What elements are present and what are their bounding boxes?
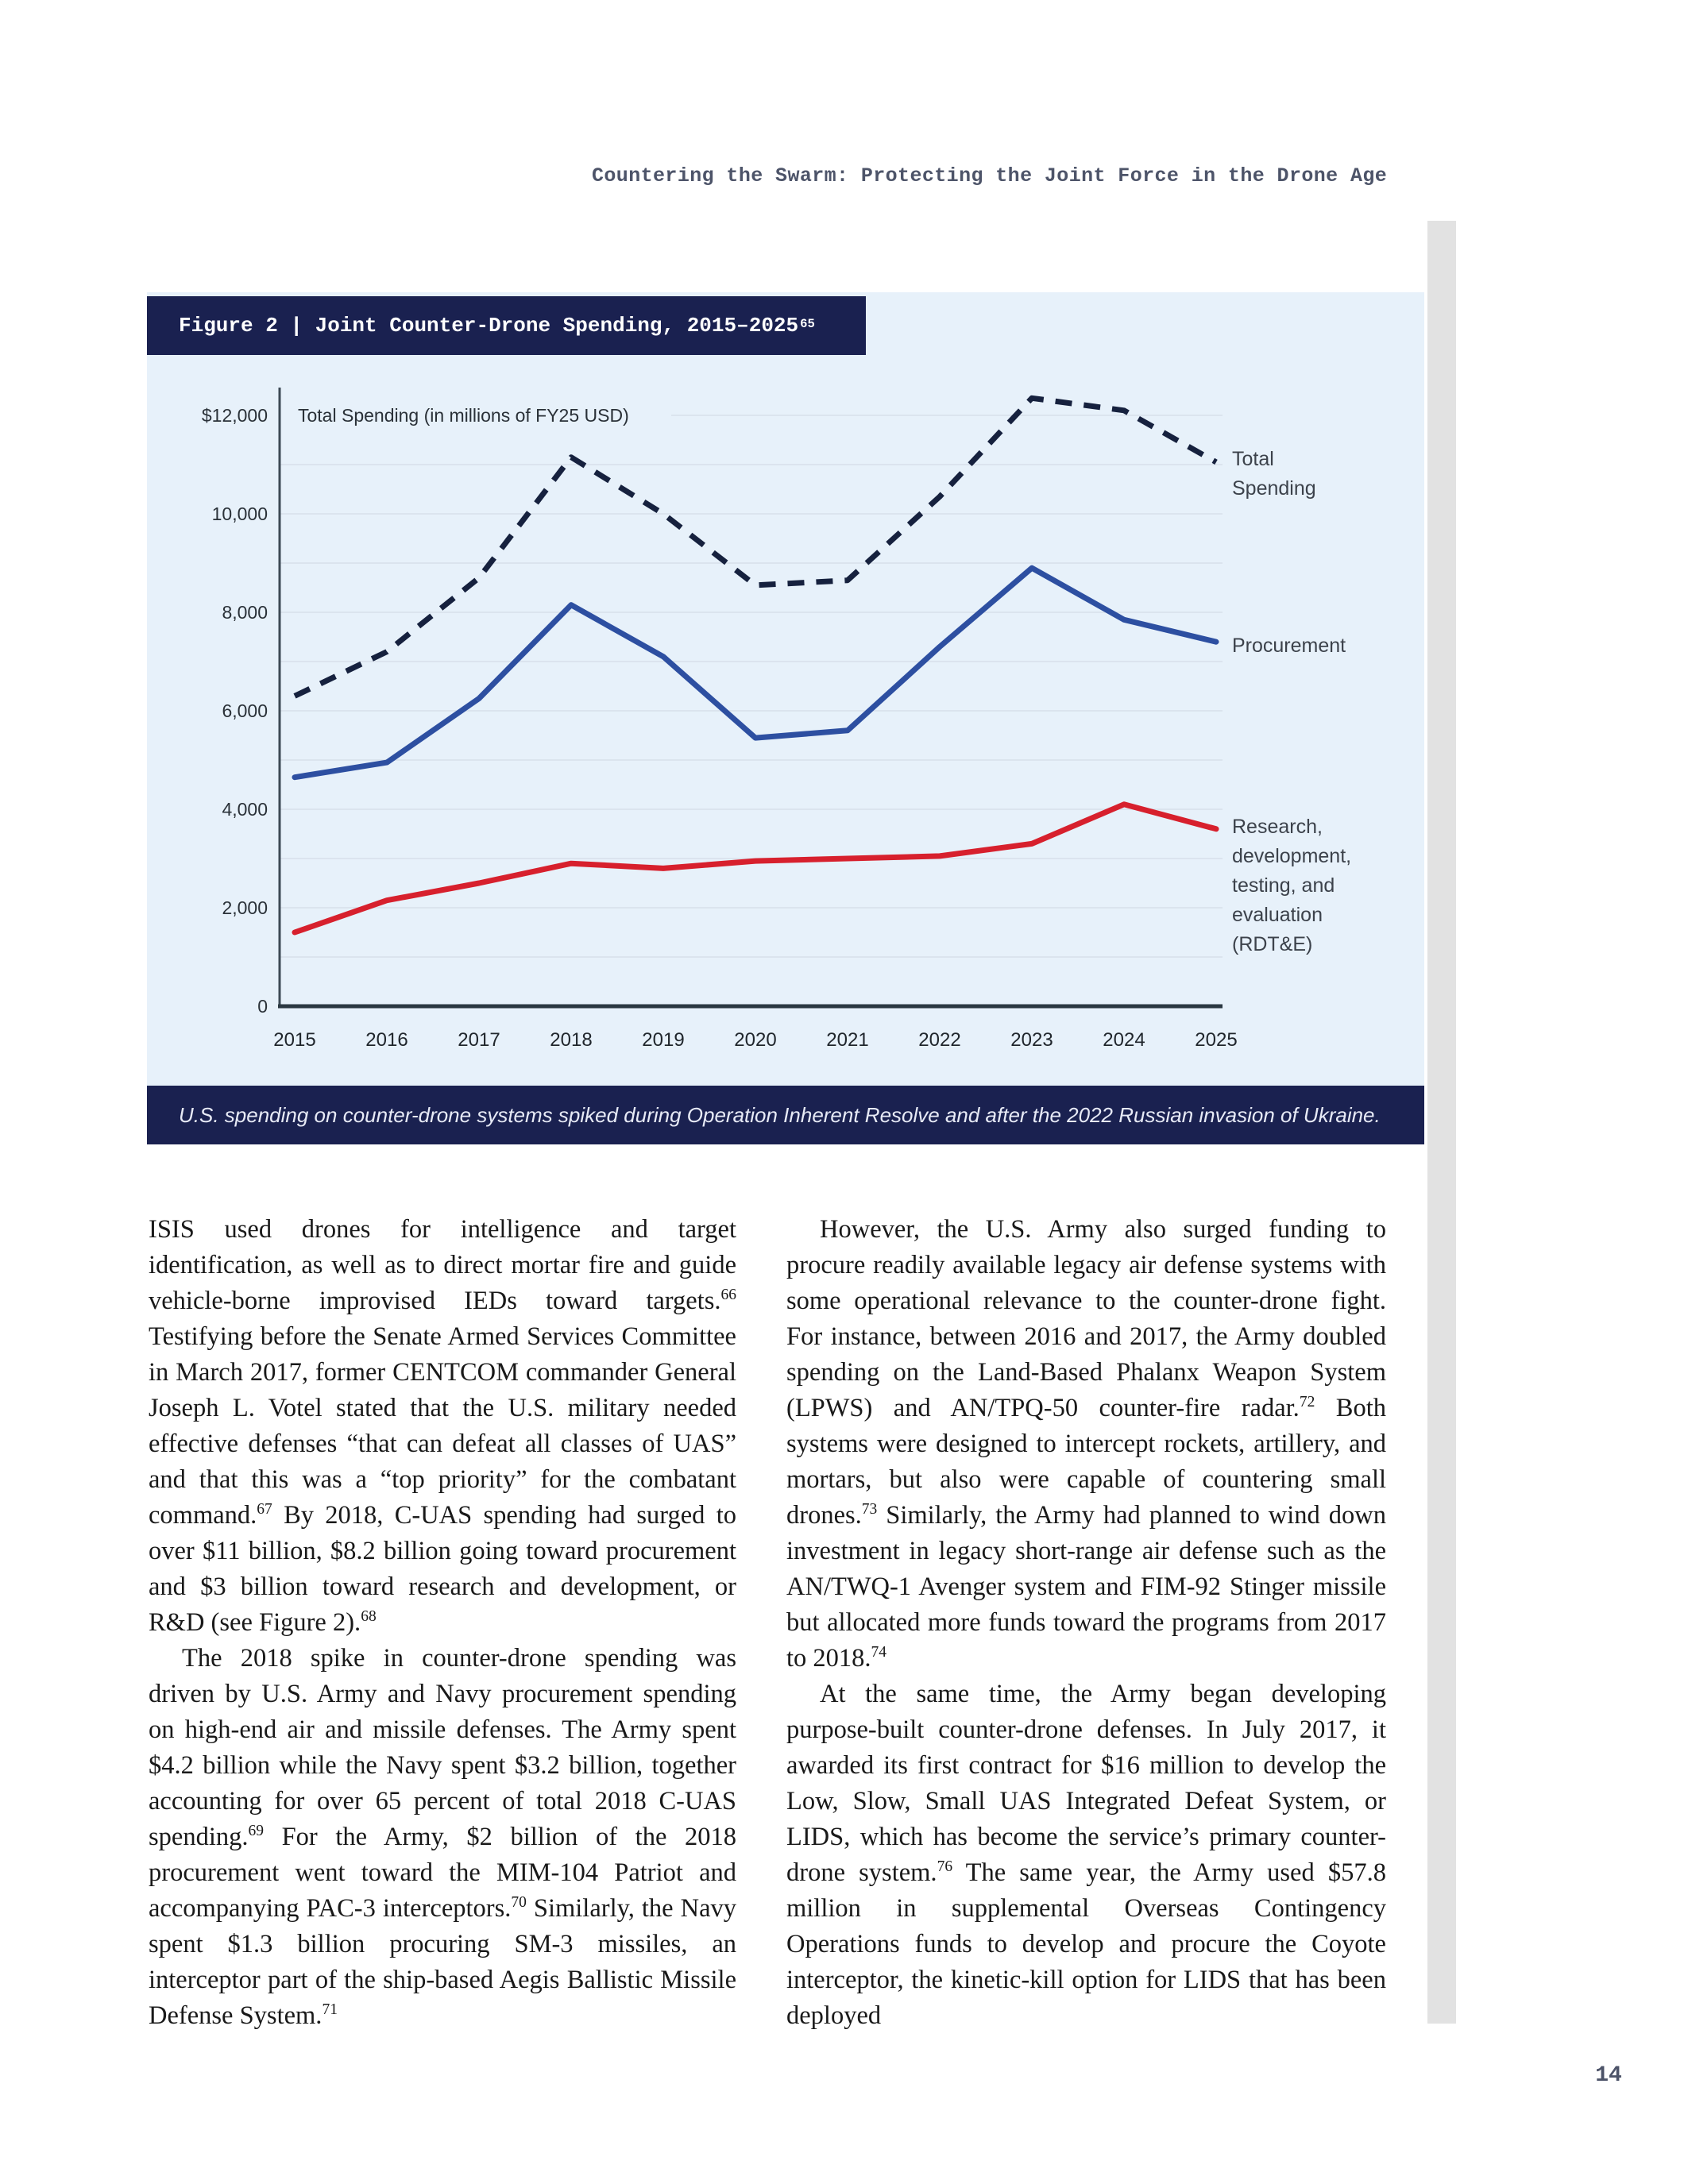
y-axis-tick-label: 2,000: [222, 897, 268, 918]
x-axis-tick-label: 2016: [365, 1029, 408, 1051]
legend-label: Spending: [1232, 477, 1316, 500]
x-axis-tick-label: 2020: [734, 1029, 777, 1051]
body-paragraph: At the same time, the Army began developing purpose-built counter-drone defenses. In July 2017, it awarded its first contract for $16 million to develop the Low, Slow, Small UAS Integrated Defeat System, or LIDS, which has become the service’s primary counter-drone system.$^{76}$ The same year, the Army used $57.8 million in supplemental Overseas Contingency Operations funds to develop and procure the Coyote interceptor, the kinetic-kill option for LIDS that has been deployed: [786, 1680, 1386, 2030]
y-axis-tick-label: $12,000: [201, 405, 268, 426]
legend-label: Research,: [1232, 816, 1323, 838]
y-axis-tick-label: 0: [257, 996, 268, 1017]
joint-counter-drone-spending-chart: [147, 292, 1424, 1144]
x-axis-tick-label: 2019: [642, 1029, 685, 1051]
figure-2-chart-panel: [147, 292, 1424, 1144]
y-axis-tick-label: 8,000: [222, 602, 268, 623]
y-axis-tick-label: 4,000: [222, 799, 268, 820]
page-number: 14: [1595, 2063, 1622, 2088]
figure-title-bar: [147, 296, 866, 355]
x-axis-tick-label: 2023: [1010, 1029, 1053, 1051]
x-axis-tick-label: 2025: [1195, 1029, 1238, 1051]
x-axis-tick-label: 2017: [458, 1029, 500, 1051]
chart-inner-axis-label: Total Spending (in millions of FY25 USD): [298, 405, 629, 426]
legend-label: testing, and: [1232, 874, 1335, 897]
legend-label: development,: [1232, 845, 1352, 867]
figure-title: Figure 2 | Joint Counter-Drone Spending, 2015–2025: [179, 314, 799, 338]
y-axis-tick-label: 6,000: [222, 700, 268, 721]
legend-label: Procurement: [1232, 635, 1346, 657]
x-axis-tick-label: 2022: [918, 1029, 961, 1051]
body-paragraph: ISIS used drones for intelligence and target identification, as well as to direct mortar fire and guide vehicle-borne improvised IEDs toward targets.$^{66}$ Testifying before the Senate Armed Services Committee in March 2017, former CENTCOM commander General Joseph L. Votel stated that the U.S. military needed effective defenses “that can defeat all classes of UAS” and that this was a “top priority” for the combatant command.$^{67}$ By 2018, C-UAS spending had surged to over $11 billion, $8.2 billion going toward procurement and $3 billion toward research and development, or R&D (see Figure 2).$^{68}$: [149, 1215, 736, 1637]
total-line: [295, 398, 1216, 696]
figure-title-footnote: 65: [800, 317, 815, 331]
x-axis-tick-label: 2018: [550, 1029, 593, 1051]
legend-label: Total: [1232, 448, 1274, 470]
y-axis-tick-label: 10,000: [211, 504, 268, 524]
figure-caption-text: U.S. spending on counter-drone systems spiked during Operation Inherent Resolve and after the 2022 Russian invasion of Ukraine.: [179, 1102, 1381, 1127]
x-axis-tick-label: 2015: [273, 1029, 316, 1051]
figure-caption-bar: [147, 1086, 1424, 1144]
x-axis-tick-label: 2024: [1103, 1029, 1145, 1051]
page-edge-strip: [1427, 221, 1456, 2024]
procurement-line: [295, 568, 1216, 778]
body-paragraph: However, the U.S. Army also surged funding to procure readily available legacy air defense systems with some operational relevance to the counter-drone fight. For instance, between 2016 and 2017, the Army doubled spending on the Land-Based Phalanx Weapon System (LPWS) and AN/TPQ-50 counter-fire radar.$^{72}$ Both systems were designed to intercept rockets, artillery, and mortars, but also were capable of countering small drones.$^{73}$ Similarly, the Army had planned to wind down investment in legacy short-range air defense such as the AN/TWQ-1 Avenger system and FIM-92 Stinger missile but allocated more funds toward the programs from 2017 to 2018.74: [786, 1215, 1386, 1673]
legend-label: evaluation: [1232, 904, 1323, 926]
research-line: [295, 805, 1216, 932]
x-axis-tick-label: 2021: [826, 1029, 869, 1051]
body-column-right: [786, 1212, 1386, 2034]
legend-label: (RDT&E): [1232, 933, 1313, 955]
body-paragraph: The 2018 spike in counter-drone spending was driven by U.S. Army and Navy procurement spending on high-end air and missile defenses. The Army spent $4.2 billion while the Navy spent $3.2 billion, together accounting for over 65 percent of total 2018 C-UAS spending.$^{69}$ For the Army, $2 billion of the 2018 procurement went toward the MIM-104 Patriot and accompanying PAC-3 interceptors.$^{70}$ Similarly, the Navy spent $1.3 billion procuring SM-3 missiles, an interceptor part of the ship-based Aegis Ballistic Missile Defense System.$^{71}$: [149, 1644, 736, 2030]
body-column-left: [149, 1212, 736, 2034]
running-header: Countering the Swarm: Protecting the Joint Force in the Drone Age: [592, 164, 1388, 187]
